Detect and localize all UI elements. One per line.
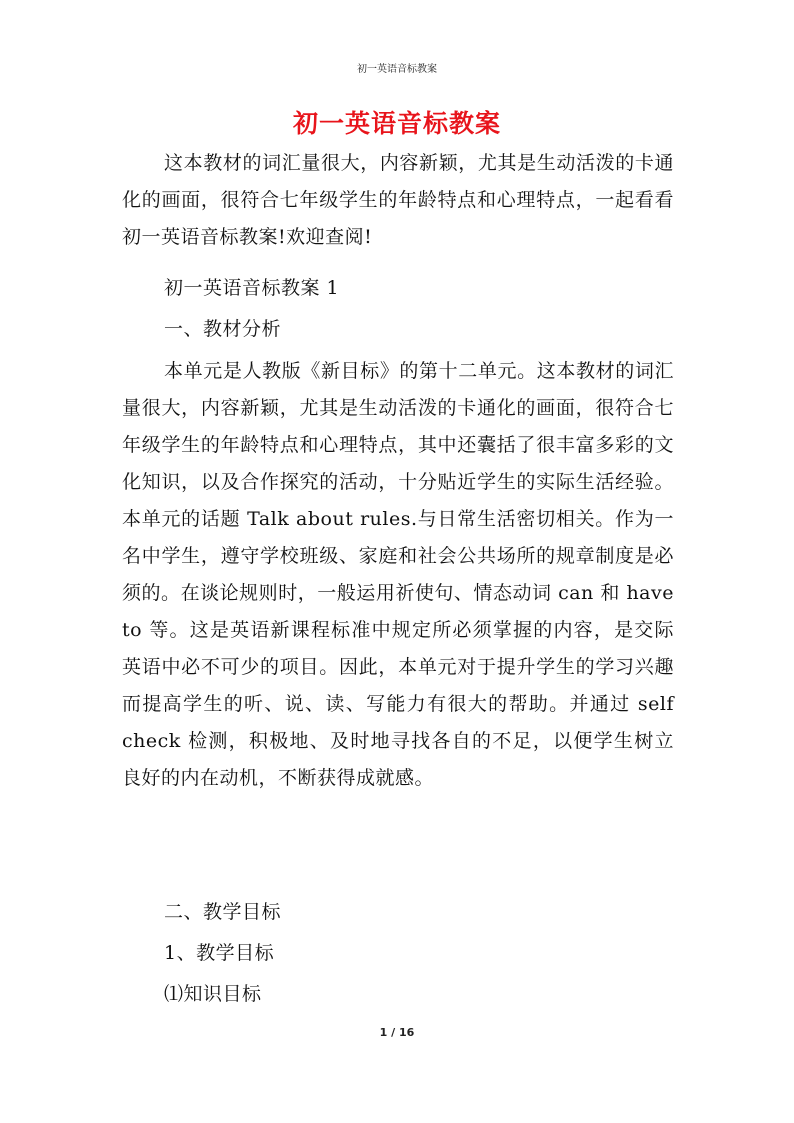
intro-paragraph-block bbox=[122, 145, 674, 256]
page-number: 1 / 16 bbox=[379, 1026, 415, 1039]
analysis-paragraph-block bbox=[122, 353, 674, 797]
section-title: 初一英语音标教案 1 bbox=[164, 277, 340, 299]
running-header: 初一英语音标教案 bbox=[357, 64, 437, 75]
sub-heading-teaching-goals: 1、教学目标 bbox=[164, 942, 275, 964]
document-title: 初一英语音标教案 bbox=[292, 109, 501, 138]
intro-paragraph: 这本教材的词汇量很大，内容新颖，尤其是生动活泼的卡通化的画面，很符合七年级学生的年龄特点和心理特点，一起看看初一英语音标教案!欢迎查阅! bbox=[122, 152, 674, 248]
analysis-paragraph: 本单元是人教版《新目标》的第十二单元。这本教材的词汇量很大，内容新颖，尤其是生动活泼的卡通化的画面，很符合七年级学生的年龄特点和心理特点，其中还囊括了很丰富多彩的文化知识，以及合作探究的活动，十分贴近学生的实际生活经验。本单元的话题 Talk about rules.与日常生活密切相关。作为一名中学生，遵守学校班级、家庭和社会公共场所的规章制度是必须的。在谈论规则时，一般运用祈使句、情态动词 can 和 have to 等。这是英语新课程标准中规定所必须掌握的内容，是交际英语中必不可少的项目。因此，本单元对于提升学生的学习兴趣而提高学生的听、说、读、写能力有很大的帮助。并通过 self check 检测，积极地、及时地寻找各自的不足，以便学生树立良好的内在动机，不断获得成就感。 bbox=[122, 360, 674, 789]
heading-teaching-goals: 二、教学目标 bbox=[164, 901, 282, 923]
heading-teaching-material-analysis: 一、教材分析 bbox=[164, 318, 282, 340]
sub-heading-knowledge-goals: ⑴知识目标 bbox=[164, 983, 262, 1005]
